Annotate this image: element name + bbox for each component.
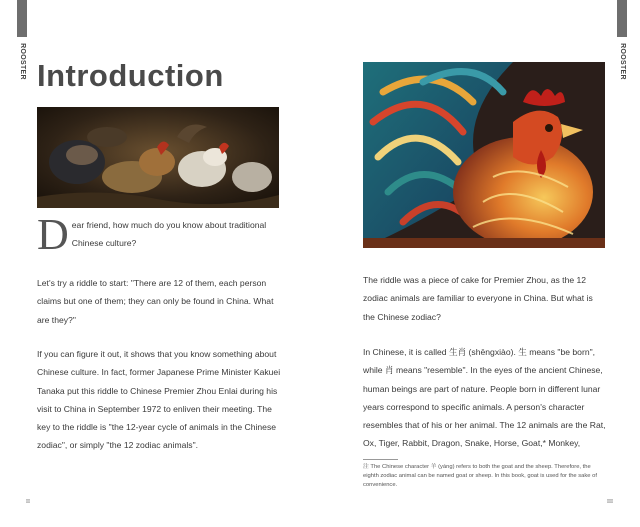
- drop-cap: D: [37, 210, 69, 259]
- left-page-number: II: [26, 499, 30, 505]
- left-side-tab: [17, 0, 27, 37]
- left-running-head: [17, 40, 27, 82]
- footnote: 注 The Chinese character 羊 (yáng) refers to both the goat and the sheep. Therefore, the eighth zodiac animal can be named goat or sheep. In this book, goat is used for the sake of convenience.: [363, 464, 597, 488]
- footnote-divider: [363, 459, 398, 460]
- right-running-head: [617, 40, 627, 82]
- rooster-artwork-image: [363, 62, 605, 248]
- page-title: Introduction: [37, 58, 224, 93]
- left-running-head-text: ROOSTER: [18, 42, 26, 80]
- right-running-head-text: ROOSTER: [618, 42, 626, 80]
- intro-paragraph-text: ear friend, how much do you know about traditional Chinese culture?: [71, 220, 267, 249]
- riddle-paragraph: Let's try a riddle to start: "There are 12 of them, each person claims but one of them; they can only be found in China. What are they?": [37, 278, 274, 325]
- painting-of-roosters-image: [37, 107, 279, 208]
- premier-zhou-paragraph: The riddle was a piece of cake for Premier Zhou, as the 12 zodiac animals are familiar to everyone in China. But what is the Chinese zodiac?: [363, 275, 593, 322]
- zodiac-definition-paragraph: In Chinese, it is called 生肖 (shēngxiào). 生 means "be born", while 肖 means "resemble". In the eyes of the ancient Chinese, human beings are part of nature. People born in different lunar years correspond to specific animals. A person's character resembles that of his or her animal. The 12 animals are the Rat, Ox, Tiger, Rabbit, Dragon, Snake, Horse, Goat,* Monkey,: [363, 347, 606, 449]
- riddle-answer-paragraph: If you can figure it out, it shows that you know something about Chinese culture. In fact, former Japanese Prime Minister Kakuei Tanaka put this riddle to Chinese Premier Zhou Enlai during his visit to China in September 1972 to enliven their meeting. The key to the riddle is "the 12-year cycle of animals in the Chinese zodiac", or simply "the 12 zodiac animals".: [37, 349, 281, 451]
- right-page-number: III: [607, 499, 613, 505]
- intro-paragraph: [37, 210, 281, 259]
- right-side-tab: [617, 0, 627, 37]
